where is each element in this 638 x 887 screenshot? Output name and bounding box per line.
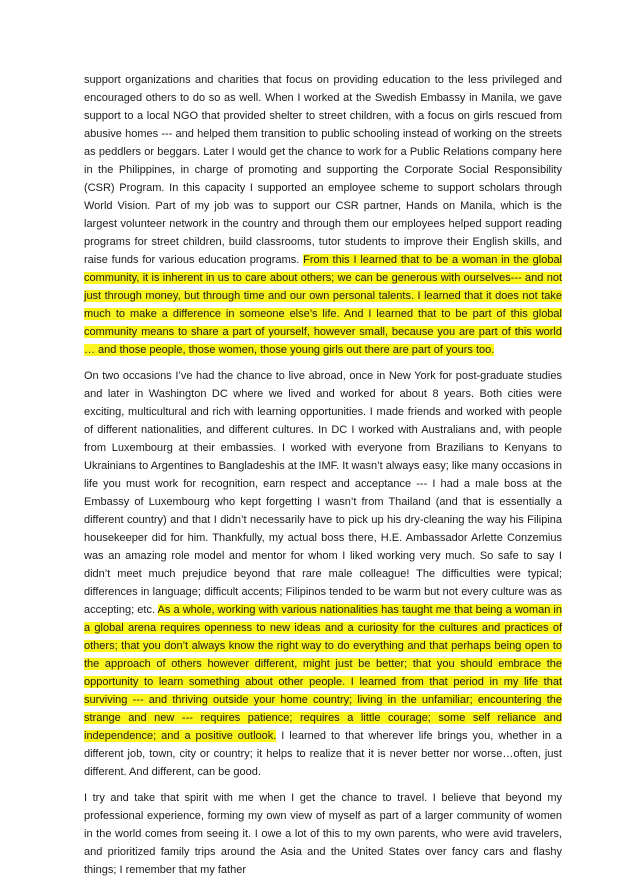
text-segment: On two occasions I’ve had the chance to live abroad, once in New York for post-graduate studies and later in Washington DC where we lived and worked for about 8 years. Both cities were exciting, multicultural and rich with learning opportunities. I made friends and worked with people of different nationalities, and different cultures. In DC I worked with Australians and, with people from Luxembourg at their embassies. I worked with everyone from Brazilians to Kenyans to Ukrainians to Argentines to Bangladeshis at the IMF. It wasn’t always easy; like many occasions in life you must work for recognition, earn respect and acceptance --- I had a male boss at the Embassy of Luxembourg who kept forgetting I wasn’t from Thailand (and that is essentially a different country) and that I didn’t necessarily have to pick up his dry-cleaning the way his Filipina housekeeper did for him. Thankfully, my actual boss there, H.E. Ambassador Arlette Conzemius was an amazing role model and mentor for whom I liked working very much. So safe to say I didn’t meet much prejudice beyond that rare male colleague! The difficulties were typical; differences in language; difficult accents; Filipinos tended to be warm but not every culture was as accepting; etc. <box>84 370 562 616</box>
text-segment: I try and take that spirit with me when I get the chance to travel. I believe that beyond my professional experience, forming my own view of myself as part of a larger community of women in the world comes from seeing it. I owe a lot of this to my own parents, who were avid travelers, and prioritized family trips around the Asia and the United States over fancy cars and flashy things; I remember that my father <box>84 792 562 876</box>
paragraph-education <box>84 71 562 359</box>
paragraph-travel <box>84 789 562 879</box>
highlighted-text: As a whole, working with various nationalities has taught me that being a woman in a global arena requires openness to new ideas and a curiosity for the cultures and practices of others; that you don’t always know the right way to do everything and that perhaps being open to the approach of others however different, might just be better; that you should embrace the opportunity to learn something about other people. I learned from that period in my life that surviving --- and thriving outside your home country; living in the unfamiliar; encountering the strange and new --- requires patience; requires a little courage; some self reliance and independence; and a positive outlook. <box>84 604 562 742</box>
text-segment: I learned to that wherever life brings you, whether in a different job, town, city or country; it helps to realize that it is never better nor worse…often, just different. And different, can be good. <box>84 730 562 778</box>
text-segment: support organizations and charities that focus on providing education to the less privileged and encouraged others to do so as well. When I worked at the Swedish Embassy in Manila, we gave support to a local NGO that provided shelter to street children, with a focus on girls rescued from abusive homes --- and helped them transition to public schooling instead of working on the streets as peddlers or beggars. Later I would get the chance to work for a Public Relations company here in the Philippines, in charge of promoting and supporting the Corporate Social Responsibility (CSR) Program. In this capacity I supported an employee scheme to support scholars through World Vision. Part of my job was to support our CSR partner, Hands on Manila, which is the largest volunteer network in the country and through them our employees helped support reading programs for street children, build classrooms, tutor students to improve their English skills, and raise funds for various education programs. <box>84 74 562 266</box>
paragraph-living-abroad <box>84 367 562 781</box>
document-page <box>84 71 562 887</box>
highlighted-text: From this I learned that to be a woman in the global community, it is inherent in us to care about others; we can be generous with ourselves--- and not just through money, but through time and our own personal talents. I learned that it does not take much to make a difference in someone else’s life. And I learned that to be part of this global community means to share a part of yourself, however small, because you are part of this world … and those people, those women, those young girls out there are part of yours too. <box>84 254 562 356</box>
